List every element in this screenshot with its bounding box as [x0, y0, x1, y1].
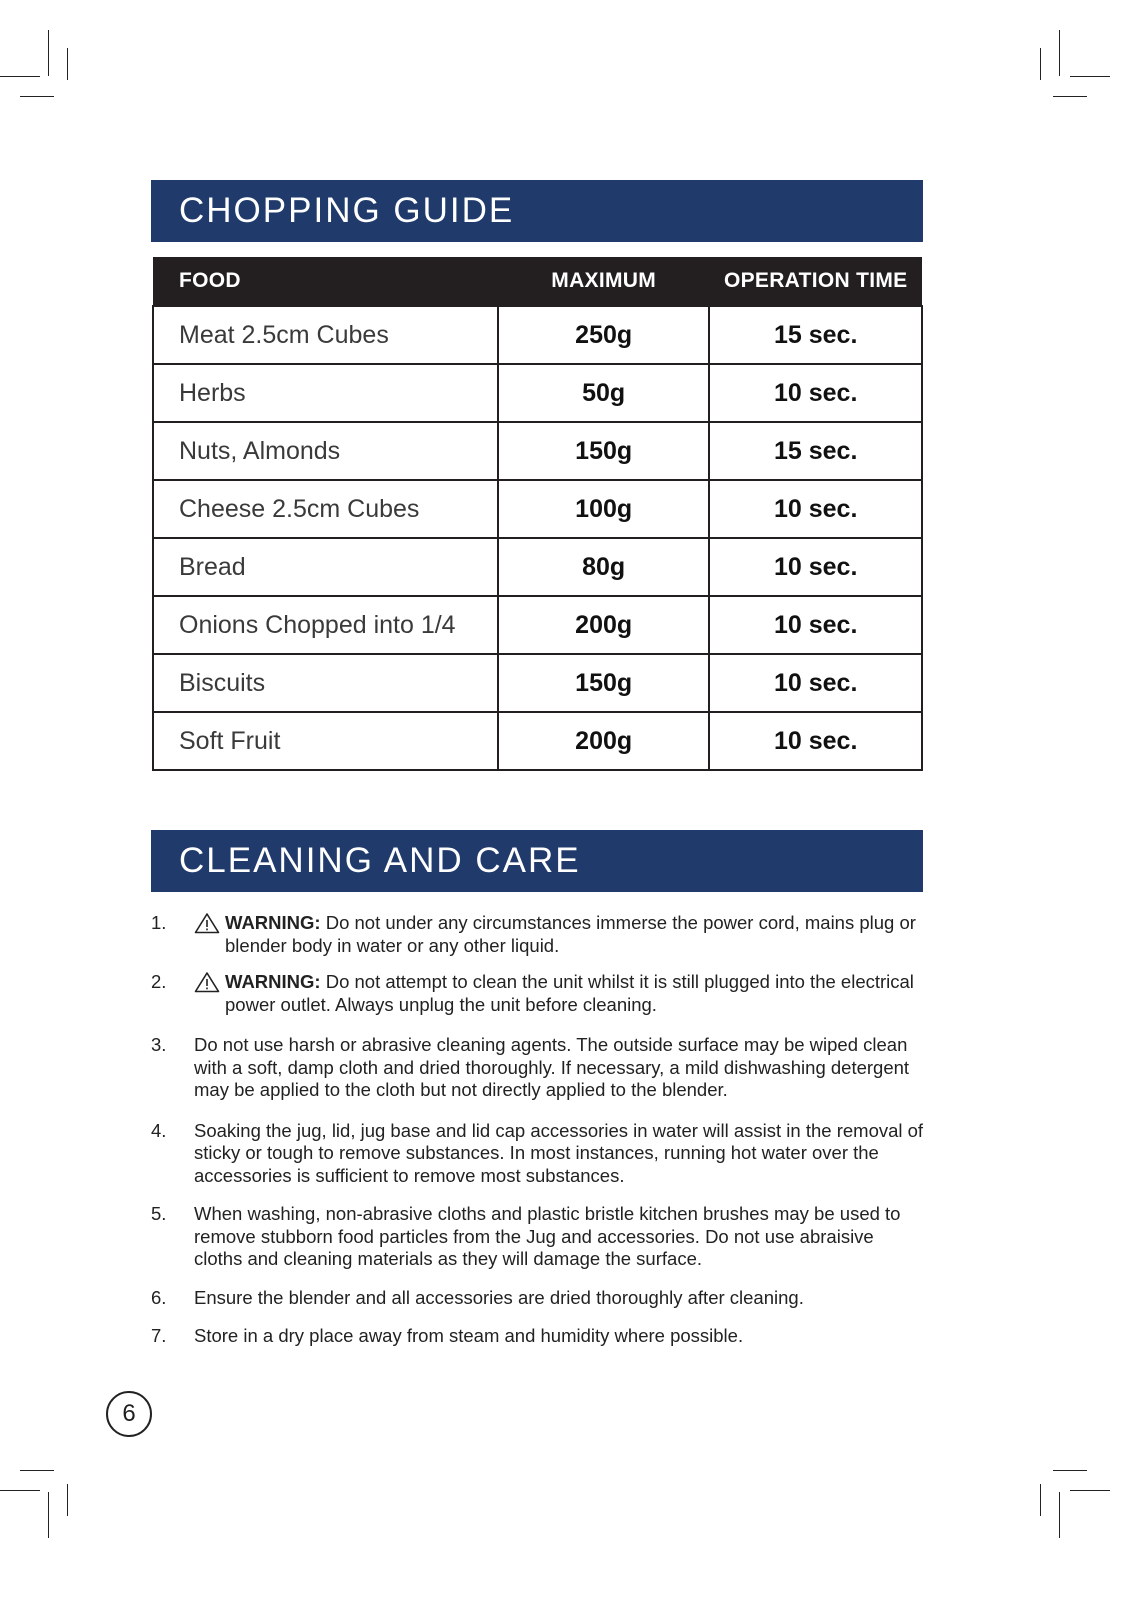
time-cell: 10 sec.	[709, 538, 922, 596]
item-text: Do not attempt to clean the unit whilst it is still plugged into the electrical power outlet. Always unplug the unit before cleaning.	[225, 971, 914, 1015]
table-row	[153, 654, 922, 712]
table-row	[153, 364, 922, 422]
item-text: Store in a dry place away from steam and humidity where possible.	[194, 1325, 744, 1346]
maximum-cell: 80g	[498, 538, 709, 596]
item-number: 2.	[151, 971, 167, 992]
food-cell: Onions Chopped into 1/4	[153, 596, 498, 654]
chopping-guide-table	[152, 257, 923, 771]
page-number: 6	[106, 1391, 152, 1437]
item-number: 4.	[151, 1119, 167, 1141]
time-cell: 10 sec.	[709, 712, 922, 770]
maximum-cell: 250g	[498, 306, 709, 364]
warning-triangle-icon	[194, 912, 220, 934]
time-cell: 10 sec.	[709, 596, 922, 654]
list-item	[151, 971, 926, 1016]
maximum-cell: 150g	[498, 654, 709, 712]
warning-label: WARNING:	[225, 912, 321, 933]
maximum-cell: 200g	[498, 596, 709, 654]
item-number: 1.	[151, 912, 167, 933]
list-item	[151, 1325, 926, 1348]
maximum-cell: 100g	[498, 480, 709, 538]
item-text: Do not use harsh or abrasive cleaning agents. The outside surface may be wiped clean with a soft, damp cloth and dried thoroughly. If necessary, a mild dishwashing detergent may be applied to the cloth but not directly applied to the blender.	[194, 1034, 910, 1100]
maximum-cell: 50g	[498, 364, 709, 422]
food-cell: Bread	[153, 538, 498, 596]
table-row	[153, 538, 922, 596]
header-maximum: MAXIMUM	[498, 257, 709, 306]
item-number: 5.	[151, 1203, 167, 1224]
list-item	[151, 1034, 926, 1102]
chopping-guide-title: CHOPPING GUIDE	[151, 180, 923, 242]
time-cell: 15 sec.	[709, 422, 922, 480]
header-food: FOOD	[153, 257, 498, 306]
time-cell: 15 sec.	[709, 306, 922, 364]
table-header-row	[153, 257, 922, 306]
table-row	[153, 422, 922, 480]
maximum-cell: 200g	[498, 712, 709, 770]
item-number: 6.	[151, 1286, 167, 1308]
food-cell: Biscuits	[153, 654, 498, 712]
item-number: 7.	[151, 1325, 167, 1346]
food-cell: Herbs	[153, 364, 498, 422]
food-cell: Cheese 2.5cm Cubes	[153, 480, 498, 538]
food-cell: Soft Fruit	[153, 712, 498, 770]
item-number: 3.	[151, 1034, 167, 1055]
table-row	[153, 596, 922, 654]
item-text: Ensure the blender and all accessories are dried thoroughly after cleaning.	[194, 1286, 804, 1308]
warning-label: WARNING:	[225, 971, 321, 992]
cleaning-list	[151, 912, 926, 1348]
table-row	[153, 712, 922, 770]
table-row	[153, 480, 922, 538]
item-text: Soaking the jug, lid, jug base and lid cap accessories in water will assist in the removal of sticky or tough to remove substances. In most instances, running hot water over the accessories is sufficient to remove most substances.	[194, 1119, 924, 1186]
time-cell: 10 sec.	[709, 654, 922, 712]
cleaning-care-title: CLEANING AND CARE	[151, 830, 923, 892]
table-row	[153, 306, 922, 364]
item-text: Do not under any circumstances immerse the power cord, mains plug or blender body in water or any other liquid.	[225, 912, 916, 956]
item-text: When washing, non-abrasive cloths and plastic bristle kitchen brushes may be used to remove stubborn food particles from the Jug and accessories. Do not use abraisive cloths and cleaning materials as they will damage the surface.	[194, 1203, 901, 1269]
time-cell: 10 sec.	[709, 480, 922, 538]
warning-triangle-icon	[194, 971, 220, 993]
header-operation-time: OPERATION TIME	[709, 257, 922, 306]
list-item	[151, 1120, 926, 1188]
list-item	[151, 1287, 926, 1310]
maximum-cell: 150g	[498, 422, 709, 480]
food-cell: Meat 2.5cm Cubes	[153, 306, 498, 364]
time-cell: 10 sec.	[709, 364, 922, 422]
list-item	[151, 1203, 926, 1271]
food-cell: Nuts, Almonds	[153, 422, 498, 480]
list-item	[151, 912, 926, 957]
